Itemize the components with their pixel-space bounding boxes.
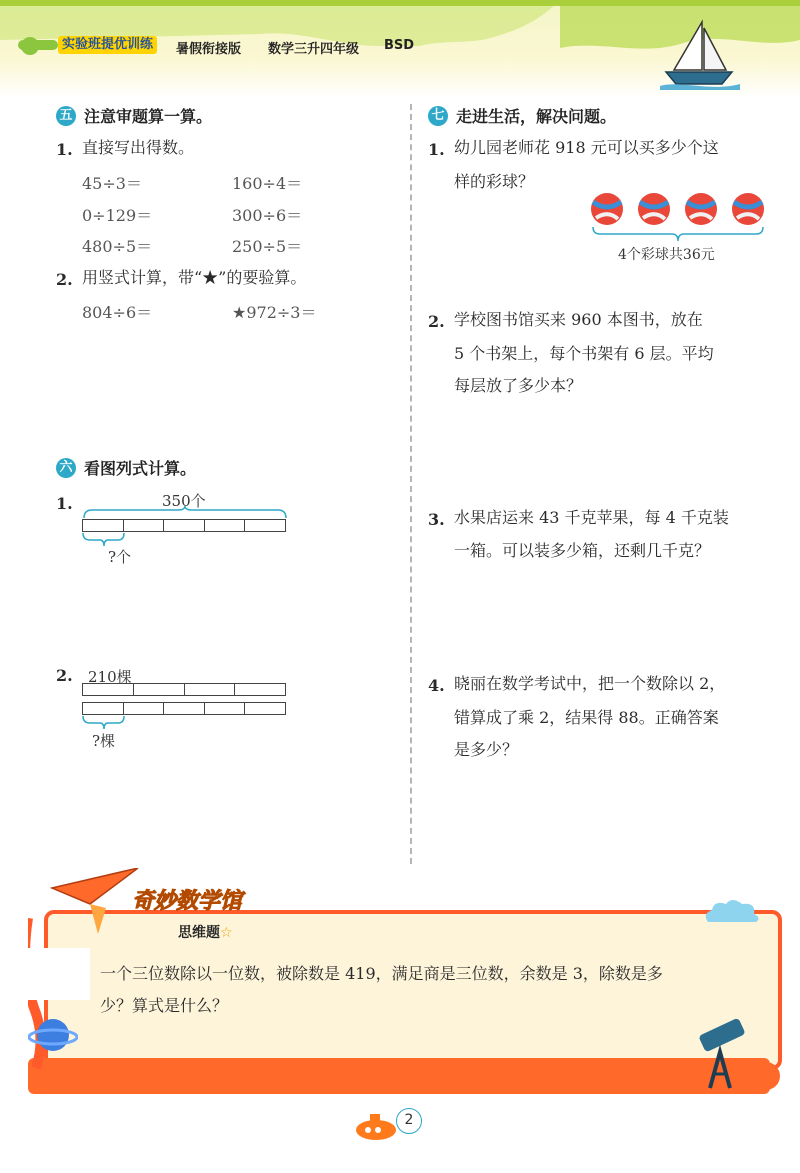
calc-item: 160÷4＝ bbox=[232, 174, 303, 193]
planet-icon bbox=[28, 1010, 78, 1060]
question-line: 错算成了乘 2，结果得 88。正确答案 bbox=[454, 708, 719, 727]
segment-bar bbox=[82, 702, 286, 715]
section-badge: 六 bbox=[56, 458, 76, 478]
ball-icon bbox=[637, 192, 671, 226]
total-label: 350个 bbox=[162, 492, 206, 510]
segment-bar bbox=[82, 519, 286, 532]
question-number: 4. bbox=[428, 676, 445, 695]
calc-item: 250÷5＝ bbox=[232, 237, 303, 256]
question-line: 样的彩球？ bbox=[454, 172, 535, 191]
think-line: 少？算式是什么？ bbox=[100, 996, 229, 1015]
think-subtitle-text: 思维题 bbox=[178, 925, 220, 941]
section-title: 走进生活，解决问题。 bbox=[456, 107, 617, 126]
question-line: 晓丽在数学考试中，把一个数除以 2， bbox=[454, 674, 726, 693]
question-number: 1. bbox=[56, 140, 73, 159]
publisher-code: BSD bbox=[384, 38, 415, 53]
question-text: 用竖式计算，带“★”的要验算。 bbox=[82, 268, 307, 287]
subject-label: 数学三升四年级 bbox=[268, 42, 360, 57]
cloud-icon bbox=[702, 896, 762, 926]
question-line: 水果店运来 43 千克苹果，每 4 千克装 bbox=[454, 508, 729, 527]
bottom-brace bbox=[82, 532, 126, 546]
calc-item: 300÷6＝ bbox=[232, 206, 303, 225]
segment-bar bbox=[82, 683, 286, 696]
think-line: 一个三位数除以一位数，被除数是 419，满足商是三位数，余数是 3，除数是多 bbox=[100, 964, 663, 983]
section-five-heading bbox=[56, 104, 212, 127]
blank-box bbox=[28, 948, 90, 1000]
bottom-brace bbox=[82, 715, 126, 729]
section-title: 注意审题算一算。 bbox=[84, 107, 213, 126]
ball-icon bbox=[731, 192, 765, 226]
star-icon: ☆ bbox=[220, 925, 233, 941]
question-line: 每层放了多少本？ bbox=[454, 376, 583, 395]
page-header bbox=[0, 0, 800, 98]
ball-icon bbox=[590, 192, 624, 226]
paper-plane-icon bbox=[50, 868, 140, 938]
section-badge: 五 bbox=[56, 106, 76, 126]
calc-item: 45÷3＝ bbox=[82, 174, 142, 193]
question-text: 直接写出得数。 bbox=[82, 138, 195, 157]
edition-label: 暑假衔接版 bbox=[176, 42, 242, 57]
column-divider bbox=[410, 104, 412, 864]
calc-item: 480÷5＝ bbox=[82, 237, 153, 256]
question-number: 2. bbox=[428, 312, 445, 331]
total-label: 210棵 bbox=[88, 668, 132, 686]
section-seven-heading bbox=[428, 104, 616, 127]
question-number: 1. bbox=[428, 140, 445, 159]
section-title: 看图列式计算。 bbox=[84, 459, 197, 478]
submarine-icon bbox=[354, 1104, 398, 1144]
calc-item: 804÷6＝ bbox=[82, 303, 153, 322]
question-line: 一箱。可以装多少箱，还剩几千克？ bbox=[454, 541, 711, 560]
unknown-label: ?个 bbox=[108, 548, 132, 566]
section-six-heading bbox=[56, 456, 196, 479]
calc-item: ★972÷3＝ bbox=[232, 303, 317, 322]
question-number: 2. bbox=[56, 666, 73, 685]
ball-icon bbox=[684, 192, 718, 226]
series-badge: 实验班提优训练 bbox=[58, 36, 157, 54]
question-number: 1. bbox=[56, 494, 73, 513]
think-question bbox=[100, 958, 760, 1022]
question-line: 学校图书馆买来 960 本图书，放在 bbox=[454, 310, 703, 329]
page-number: 2 bbox=[396, 1108, 422, 1134]
calc-item: 0÷129＝ bbox=[82, 206, 153, 225]
question-line: 是多少？ bbox=[454, 740, 519, 759]
telescope-icon bbox=[690, 1016, 754, 1090]
question-number: 2. bbox=[56, 270, 73, 289]
balls-caption: 4个彩球共36元 bbox=[618, 247, 715, 263]
sailboat-icon bbox=[660, 18, 740, 90]
question-line: 幼儿园老师花 918 元可以买多少个这 bbox=[454, 138, 719, 157]
question-line: 5 个书架上，每个书架有 6 层。平均 bbox=[454, 344, 714, 363]
balls-brace bbox=[592, 226, 764, 242]
top-brace bbox=[82, 506, 288, 520]
question-number: 3. bbox=[428, 510, 445, 529]
think-banner: 奇妙数学馆 bbox=[132, 889, 243, 914]
think-subtitle bbox=[178, 922, 233, 942]
section-badge: 七 bbox=[428, 106, 448, 126]
unknown-label: ?棵 bbox=[92, 732, 116, 750]
